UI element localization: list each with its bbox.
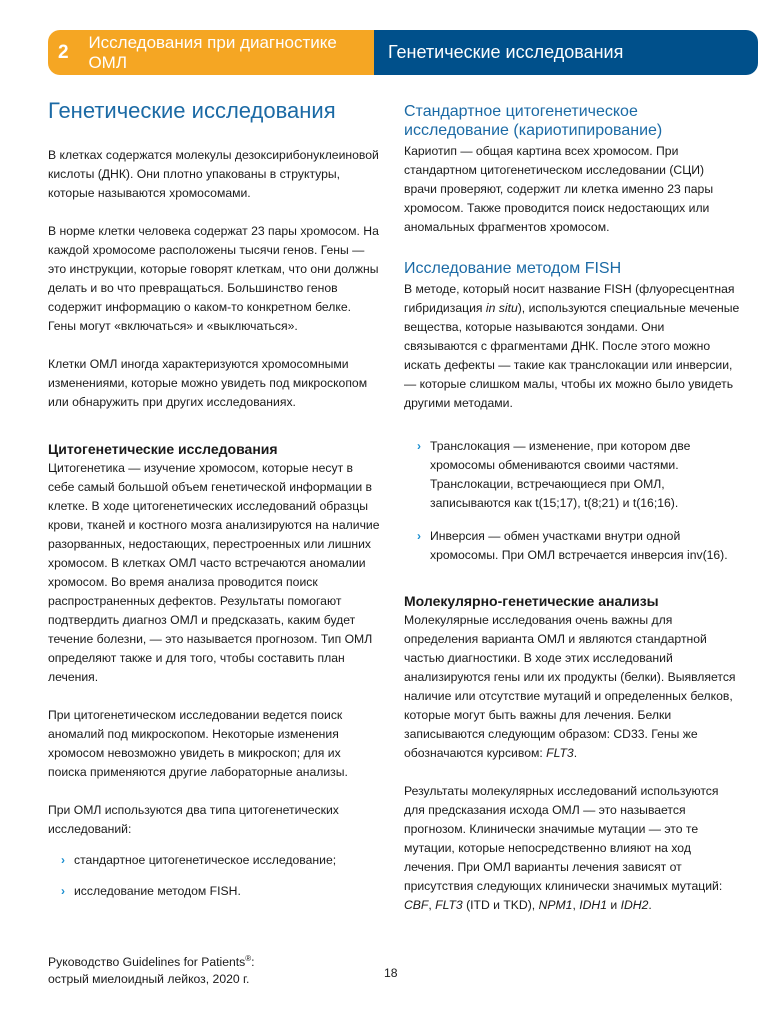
chevron-right-icon: ›: [61, 853, 65, 867]
list-item: › стандартное цитогенетическое исследование;: [48, 851, 380, 870]
fish-defects-list: [404, 437, 740, 565]
paragraph-fish: В методе, который носит название FISH (флуоресцентная гибридизация in situ), используются специальные меченые вещества, которые называются зондами. Они связываются с фрагментами ДНК. После этого можно искать дефекты — такие как транслокации или инверсии, — которые слишком малы, чтобы их можно было увидеть другими методами.: [404, 282, 740, 410]
chapter-tab: [48, 30, 374, 75]
topic-tab: Генетические исследования: [374, 30, 758, 75]
fish-heading: Исследование методом FISH: [404, 260, 622, 277]
right-column: [404, 102, 740, 915]
paragraph-chromosomes: В норме клетки человека содержат 23 пары хромосом. На каждой хромосоме расположены тысячи генов. Гены — это инструкции, которые говорят клеткам, что они должны делать и во что превращаться. Большинство генов содержит информацию о каком-то конкретном белке. Гены могут «включаться» и «выключаться».: [48, 224, 379, 333]
list-item: › Транслокация — изменение, при котором две хромосомы обмениваются своими частями. Транслокации, встречающиеся при ОМЛ, записываются как t(15;17), t(8;21) и t(16;16).: [417, 439, 691, 510]
molecular-heading: Молекулярно-генетические анализы: [404, 593, 659, 609]
footer-line-1: Руководство Guidelines for Patients®:: [48, 954, 255, 970]
cytogenetics-types-list: [48, 851, 380, 901]
chapter-number: 2: [58, 41, 69, 63]
paragraph-molecular: Молекулярные исследования очень важны для определения варианта ОМЛ и являются стандартной частью диагностики. В ходе этих исследований анализируются гены или их продукты (белки). Выявляется наличие или отсутствие мутаций и определенных белков, которые могут быть важны для лечения. Белки записываются следующим образом: CD33. Гены же обозначаются курсивом: FLT3.: [404, 613, 736, 760]
list-item: › Инверсия — обмен участками внутри одной хромосомы. При ОМЛ встречается инверсия inv(16).: [417, 529, 728, 562]
section-header: [48, 30, 758, 75]
paragraph-karyotype: Кариотип — общая картина всех хромосом. При стандартном цитогенетическом исследовании (СЦИ) врачи проверяют, содержит ли клетка именно 23 пары хромосом. Также проводится поиск недостающих или аномальных фрагментов хромосом.: [404, 144, 714, 234]
paragraph-aml-changes: Клетки ОМЛ иногда характеризуются хромосомными изменениями, которые можно увидеть под микроскопом или обнаружить при других исследованиях.: [48, 357, 368, 409]
cytogenetics-heading: Цитогенетические исследования: [48, 441, 278, 457]
paragraph-prognosis: Результаты молекулярных исследований используются для предсказания исхода ОМЛ — это называется прогнозом. Клинически значимые мутации — это те мутации, которые непосредственно влияют на ход лечения. При ОМЛ варианты лечения зависят от присутствия следующих клинически значимых мутаций: CBF, FLT3 (ITD и TKD), NPM1, IDH1 и IDH2.: [404, 784, 723, 912]
chapter-title: Исследования при диагностике ОМЛ: [88, 32, 337, 72]
footer-line-2: острый миелоидный лейкоз, 2020 г.: [48, 972, 250, 987]
chevron-right-icon: ›: [417, 439, 421, 453]
list-item: › исследование методом FISH.: [48, 882, 380, 901]
paragraph-cytogenetics: Цитогенетика — изучение хромосом, которые несут в себе самый большой объем генетической информации в клетке. В ходе цитогенетических исследований образцы крови, тканей и костного мозга анализируются на наличие разорванных, недостающих, перестроенных или лишних хромосом. В клетках ОМЛ часто встречаются аномалии хромосом. Во время анализа проводится поиск распространенных дефектов. Результаты помогают подтвердить диагноз ОМЛ и предсказать, каким будет течение болезни, — это называется прогнозом. Тип ОМЛ определяют также и для того, чтобы составить план лечения.: [48, 461, 380, 684]
paragraph-microscope: При цитогенетическом исследовании ведется поиск аномалий под микроскопом. Некоторые изменения хромосом невозможно увидеть в микроскоп; для их поиска применяются другие лабораторные анализы.: [48, 708, 348, 779]
paragraph-two-types: При ОМЛ используются два типа цитогенетических исследований:: [48, 803, 339, 836]
page-title: Генетические исследования: [48, 98, 336, 123]
karyotype-heading: Стандартное цитогенетическое исследование (кариотипирование): [404, 103, 663, 139]
paragraph-dna: В клетках содержатся молекулы дезоксирибонуклеиновой кислоты (ДНК). Они плотно упакованы в структуры, которые называются хромосомами.: [48, 148, 379, 200]
chevron-right-icon: ›: [417, 529, 421, 543]
page-number: 18: [384, 966, 398, 980]
left-column: [48, 98, 380, 901]
footer: [48, 950, 255, 988]
chevron-right-icon: ›: [61, 884, 65, 898]
